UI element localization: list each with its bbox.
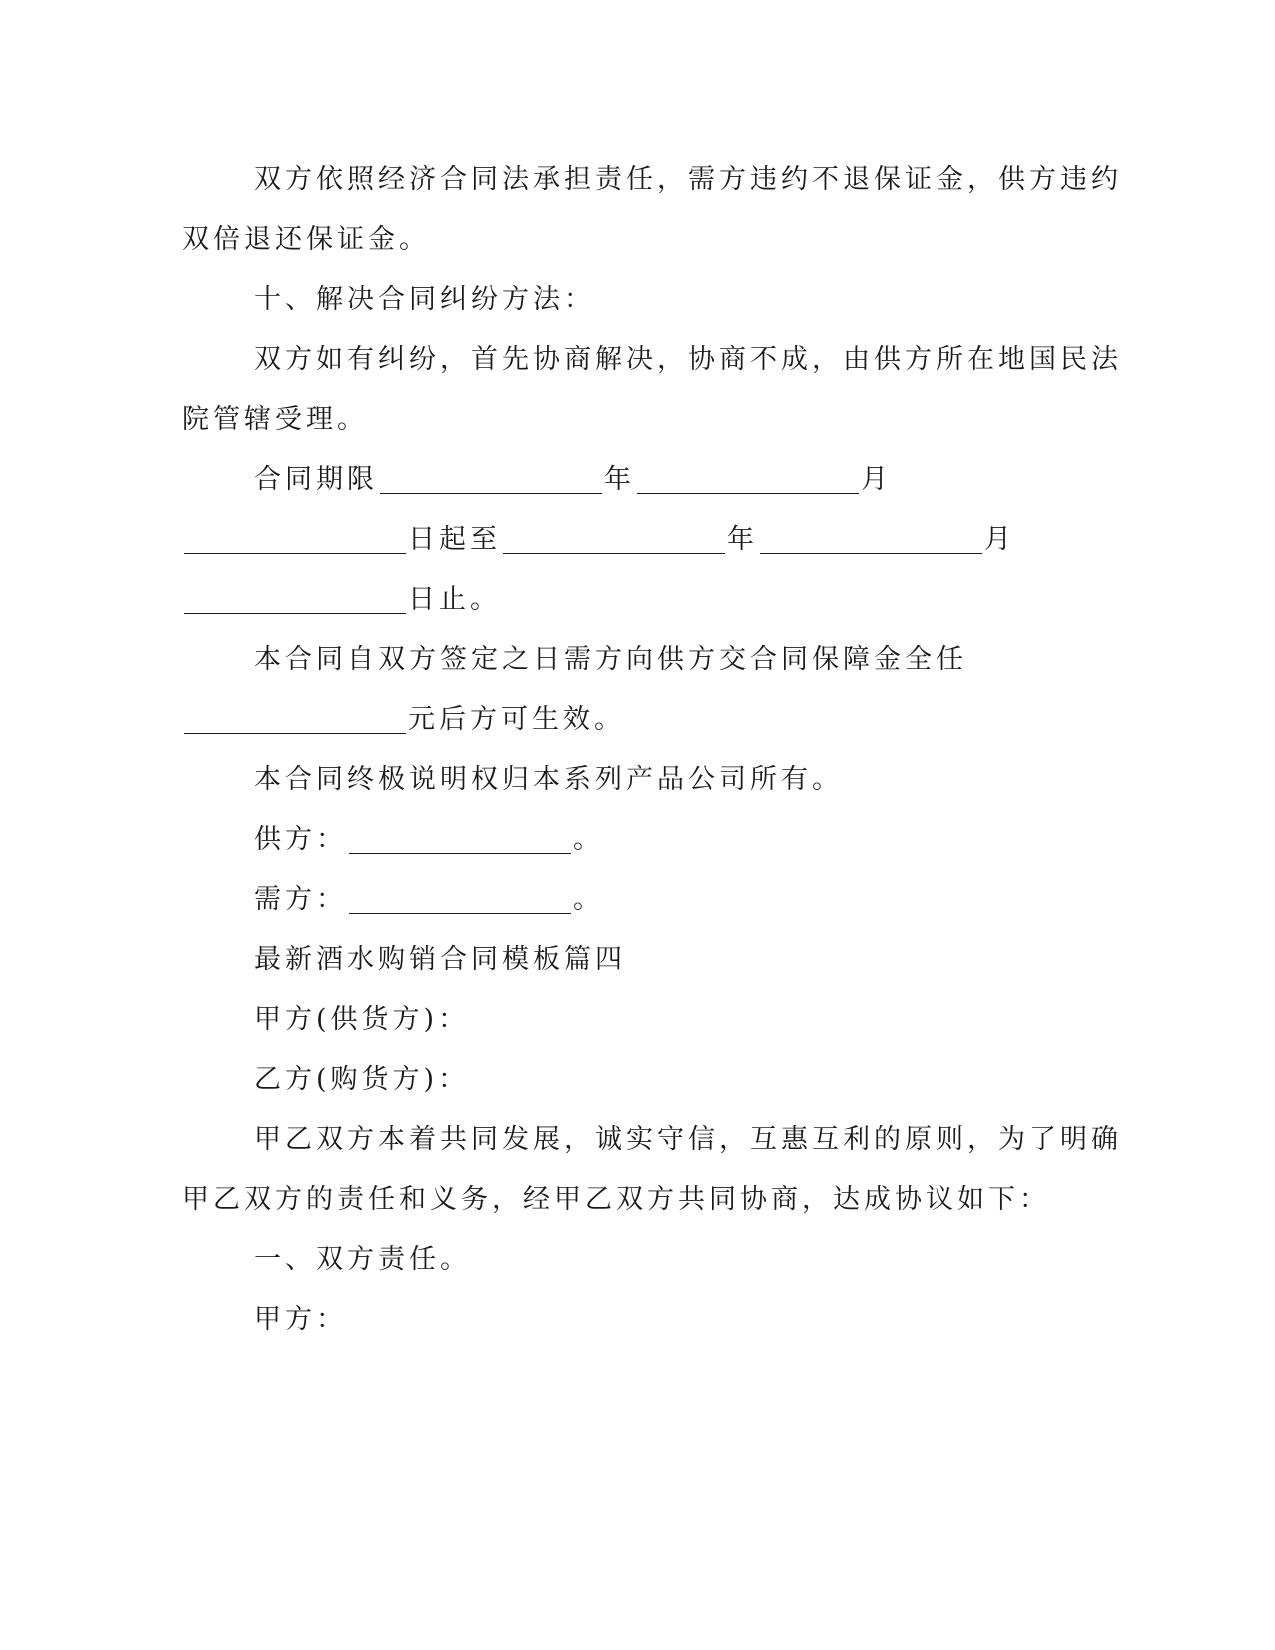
deposit-effective: 元后方可生效。 bbox=[408, 704, 625, 735]
term-label: 合同期限 bbox=[254, 464, 378, 495]
paragraph-dispute-cont: 院管辖受理。 bbox=[182, 404, 368, 435]
term-year: 年 bbox=[604, 464, 635, 495]
party-a-short-label: 甲方： bbox=[254, 1304, 347, 1335]
paragraph-intro: 甲乙双方本着共同发展，诚实守信，互惠互利的原则，为了明确 bbox=[254, 1124, 1122, 1155]
supplier-label: 供方： bbox=[254, 824, 347, 855]
paragraph-deposit-cont bbox=[182, 690, 1082, 750]
term-day-from: 日起至 bbox=[408, 524, 501, 555]
blank-field bbox=[184, 552, 406, 554]
supplier-period: 。 bbox=[573, 824, 604, 855]
blank-field bbox=[184, 612, 406, 614]
document-page bbox=[182, 150, 1122, 1350]
buyer-label: 需方： bbox=[254, 884, 347, 915]
paragraph-intro-cont: 甲乙双方的责任和义务，经甲乙双方共同协商，达成协议如下： bbox=[182, 1184, 1050, 1215]
blank-field bbox=[349, 912, 571, 914]
term-month: 月 bbox=[861, 464, 892, 495]
paragraph-liability-cont: 双倍退还保证金。 bbox=[182, 224, 430, 255]
section-title: 最新酒水购销合同模板篇四 bbox=[254, 944, 626, 975]
contract-term-line1 bbox=[182, 450, 1082, 510]
supplier-signature-line bbox=[182, 810, 1082, 870]
blank-field bbox=[503, 552, 725, 554]
clause-heading: 一、双方责任。 bbox=[254, 1244, 471, 1275]
blank-field bbox=[184, 732, 406, 734]
term-year2: 年 bbox=[727, 524, 758, 555]
term-day-end: 日止。 bbox=[408, 584, 501, 615]
paragraph-rights: 本合同终极说明权归本系列产品公司所有。 bbox=[254, 764, 843, 795]
blank-field bbox=[637, 492, 859, 494]
party-b-label: 乙方(购货方)： bbox=[254, 1064, 470, 1095]
blank-field bbox=[349, 852, 571, 854]
blank-field bbox=[760, 552, 982, 554]
term-month2: 月 bbox=[984, 524, 1015, 555]
paragraph-liability: 双方依照经济合同法承担责任，需方违约不退保证金，供方违约 bbox=[254, 164, 1122, 195]
contract-term-line3 bbox=[182, 570, 1082, 630]
blank-field bbox=[380, 492, 602, 494]
paragraph-deposit: 本合同自双方签定之日需方向供方交合同保障金全任 bbox=[254, 644, 967, 675]
buyer-signature-line bbox=[182, 870, 1082, 930]
buyer-period: 。 bbox=[573, 884, 604, 915]
contract-term-line2 bbox=[182, 510, 1082, 570]
party-a-label: 甲方(供货方)： bbox=[254, 1004, 470, 1035]
heading-dispute-resolution: 十、解决合同纠纷方法： bbox=[254, 284, 595, 315]
paragraph-dispute: 双方如有纠纷，首先协商解决，协商不成，由供方所在地国民法 bbox=[254, 344, 1122, 375]
